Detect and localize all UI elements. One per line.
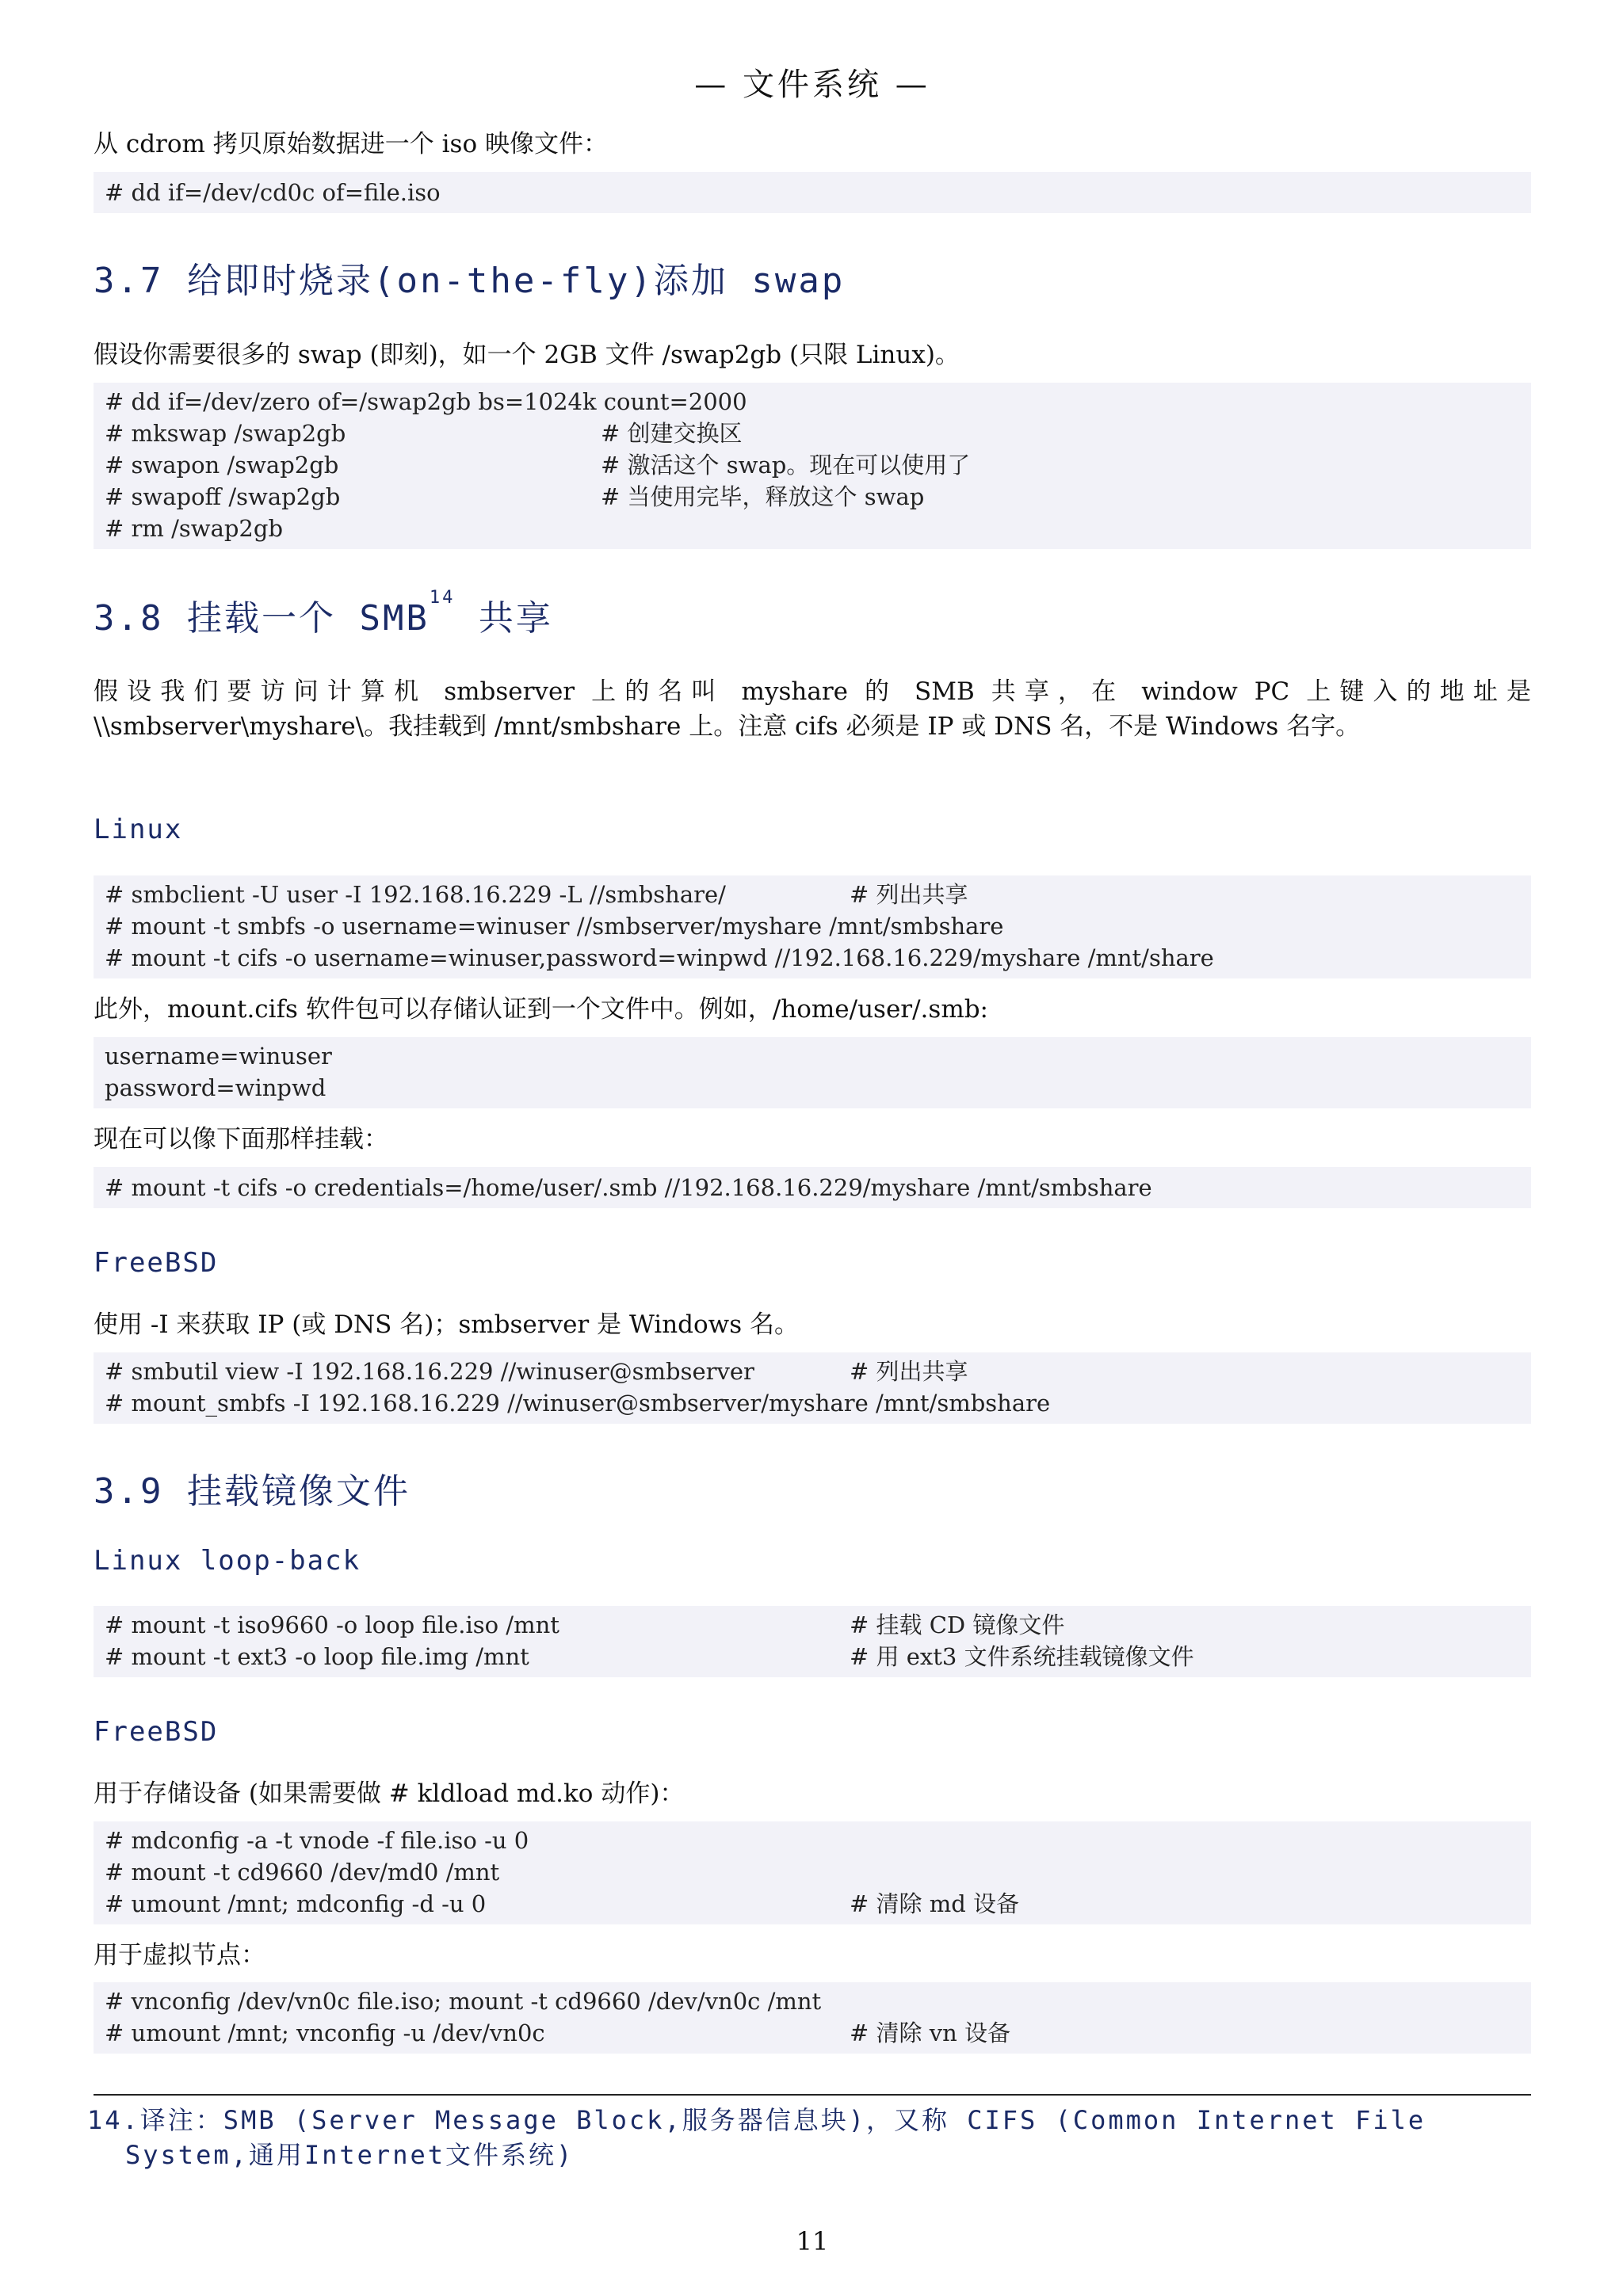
page-number: 11 bbox=[796, 2226, 829, 2256]
footnote-line: System,通用Internet文件系统) bbox=[125, 2140, 575, 2170]
code-block-vnconfig bbox=[94, 1982, 1531, 2054]
credentials-paragraph: 此外，mount.cifs 软件包可以存储认证到一个文件中。例如，/home/user/.smb: bbox=[94, 995, 989, 1024]
code-line: # mdconfig -a -t vnode -f file.iso -u 0 bbox=[105, 1827, 529, 1854]
section-3-8-title: 3.8 挂载一个 SMB$^{14}$ 共享 bbox=[94, 588, 553, 639]
freebsd-heading: FreeBSD bbox=[94, 1247, 219, 1279]
code-comment: # 清除 vn 设备 bbox=[850, 2019, 1011, 2046]
code-line: # dd if=/dev/zero of=/swap2gb bs=1024k count=2000 bbox=[105, 388, 747, 415]
code-comment: # 当使用完毕，释放这个 swap bbox=[601, 483, 925, 510]
code-block-mdconfig bbox=[94, 1821, 1531, 1924]
code-line: # umount /mnt; mdconfig -d -u 0 # 清除 md 设备 bbox=[105, 1888, 1520, 1920]
code-comment: # 清除 md 设备 bbox=[850, 1890, 1020, 1917]
freebsd-paragraph: 使用 -I 来获取 IP (或 DNS 名)；smbserver 是 Windows 名。 bbox=[94, 1310, 799, 1339]
code-comment: # 挂载 CD 镜像文件 bbox=[850, 1611, 1065, 1638]
code-block-swap bbox=[94, 383, 1531, 549]
code-block-smb-freebsd bbox=[94, 1352, 1531, 1424]
code-comment: # 列出共享 bbox=[850, 1358, 968, 1385]
linux-loopback-heading: Linux loop-back bbox=[94, 1545, 361, 1577]
code-line: # umount /mnt; vnconfig -u /dev/vn0c # 清除 vn 设备 bbox=[105, 2017, 1520, 2049]
code-line: # swapon /swap2gb # 激活这个 swap。现在可以使用了 bbox=[105, 449, 1520, 481]
code-comment: # 用 ext3 文件系统挂载镜像文件 bbox=[850, 1643, 1194, 1670]
code-comment: # 列出共享 bbox=[850, 881, 968, 908]
vn-paragraph: 用于虚拟节点： bbox=[94, 1941, 265, 1970]
code-line: # smbclient -U user -I 192.168.16.229 -L //smbshare/ # 列出共享 bbox=[105, 879, 1520, 910]
page-header: — 文件系统 — bbox=[694, 67, 930, 103]
freebsd-heading-2: FreeBSD bbox=[94, 1716, 219, 1748]
code-line: # mount -t cd9660 /dev/md0 /mnt bbox=[105, 1859, 500, 1886]
footnote-rule bbox=[94, 2094, 1531, 2096]
code-line: # dd if=/dev/cd0c of=file.iso bbox=[105, 179, 441, 206]
code-line: # vnconfig /dev/vn0c file.iso; mount -t cd9660 /dev/vn0c /mnt bbox=[105, 1988, 822, 2015]
code-line: # swapoff /swap2gb # 当使用完毕，释放这个 swap bbox=[105, 481, 1520, 513]
footnote-ref[interactable]: 14 bbox=[429, 588, 456, 608]
footnote-line: 14.译注：SMB (Server Message Block,服务器信息块)，又称 CIFS (Common Internet File bbox=[87, 2105, 1426, 2135]
intro-paragraph: 从 cdrom 拷贝原始数据进一个 iso 映像文件： bbox=[94, 130, 608, 158]
footnote-14 bbox=[87, 2103, 1533, 2172]
code-line: # mount -t iso9660 -o loop file.iso /mnt # 挂载 CD 镜像文件 bbox=[105, 1609, 1520, 1641]
code-block-iso bbox=[94, 172, 1531, 213]
code-line: # rm /swap2gb bbox=[105, 515, 284, 542]
mount-now-paragraph: 现在可以像下面那样挂载： bbox=[94, 1125, 388, 1154]
section-3-7-title: 3.7 给即时烧录(on-the-fly)添加 swap bbox=[94, 261, 846, 301]
code-line: # mount -t cifs -o username=winuser,password=winpwd //192.168.16.229/myshare /mnt/share bbox=[105, 944, 1214, 971]
section-3-9-title: 3.9 挂载镜像文件 bbox=[94, 1471, 411, 1512]
code-line: # mount -t smbfs -o username=winuser //smbserver/myshare /mnt/smbshare bbox=[105, 913, 1004, 940]
code-line: # mount_smbfs -I 192.168.16.229 //winuser@smbserver/myshare /mnt/smbshare bbox=[105, 1390, 1051, 1417]
code-line: # mount -t cifs -o credentials=/home/user/.smb //192.168.16.229/myshare /mnt/smbshare bbox=[105, 1174, 1152, 1201]
code-block-loopback bbox=[94, 1606, 1531, 1677]
code-line: # mount -t ext3 -o loop file.img /mnt # 用 ext3 文件系统挂载镜像文件 bbox=[105, 1641, 1520, 1672]
code-line: username=winuser bbox=[105, 1043, 332, 1070]
code-block-mount-cred bbox=[94, 1167, 1531, 1208]
md-paragraph: 用于存储设备 (如果需要做 # kldload md.ko 动作)： bbox=[94, 1779, 685, 1808]
code-comment: # 激活这个 swap。现在可以使用了 bbox=[601, 452, 971, 479]
linux-heading: Linux bbox=[94, 814, 183, 845]
code-block-smb-linux bbox=[94, 875, 1531, 978]
code-line: password=winpwd bbox=[105, 1074, 327, 1101]
code-comment: # 创建交换区 bbox=[601, 420, 743, 447]
code-line: # smbutil view -I 192.168.16.229 //winuser@smbserver # 列出共享 bbox=[105, 1356, 1520, 1387]
code-line: # mkswap /swap2gb # 创建交换区 bbox=[105, 418, 1520, 449]
section-3-8-paragraph: 假设我们要访问计算机 smbserver 上的名叫 myshare 的 SMB 共享，在 window PC 上键入的地址是 \\smbserver\myshare\。我挂载到 /mnt/smbshare 上。注意 cifs 必须是 IP 或 DNS 名，不是 Windows 名字。 bbox=[94, 677, 1531, 741]
code-block-credentials bbox=[94, 1037, 1531, 1108]
section-3-7-paragraph: 假设你需要很多的 swap (即刻)，如一个 2GB 文件 /swap2gb (只限 Linux)。 bbox=[94, 341, 960, 369]
